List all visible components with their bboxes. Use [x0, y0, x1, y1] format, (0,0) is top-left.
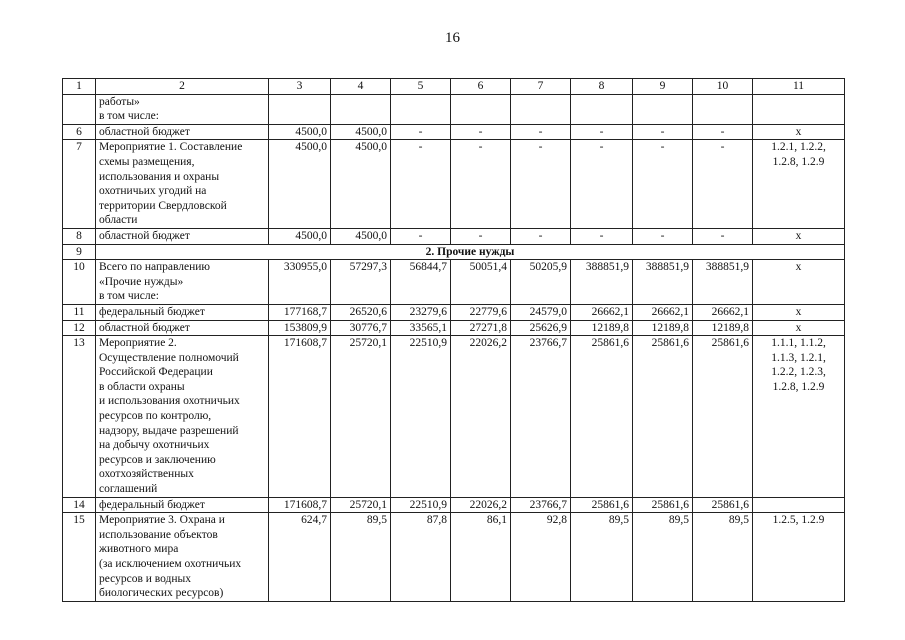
column-header-7: 7 — [511, 79, 571, 95]
column-header-6: 6 — [451, 79, 511, 95]
value-cell: - — [511, 140, 571, 229]
row-number: 13 — [63, 336, 96, 498]
table-row — [63, 244, 845, 260]
table-row — [63, 260, 845, 305]
value-cell: 22510,9 — [391, 336, 451, 498]
column-header-4: 4 — [331, 79, 391, 95]
value-cell — [451, 94, 511, 124]
value-cell: 4500,0 — [269, 140, 331, 229]
row-number: 8 — [63, 228, 96, 244]
value-cell: 22026,2 — [451, 336, 511, 498]
value-cell: 22510,9 — [391, 497, 451, 513]
value-cell: 25720,1 — [331, 497, 391, 513]
value-cell: 56844,7 — [391, 260, 451, 305]
value-cell: 25861,6 — [633, 336, 693, 498]
value-cell: - — [511, 228, 571, 244]
row-name: Мероприятие 1. Составление схемы размещения, использования и охраны охотничьих угодий на территории Свердловской области — [96, 140, 269, 229]
column-header-9: 9 — [633, 79, 693, 95]
reference-cell: х — [753, 228, 845, 244]
value-cell: 388851,9 — [571, 260, 633, 305]
table-row — [63, 140, 845, 229]
value-cell: - — [633, 228, 693, 244]
value-cell: 4500,0 — [269, 124, 331, 140]
value-cell: 25720,1 — [331, 336, 391, 498]
reference-cell — [753, 497, 845, 513]
value-cell: - — [571, 124, 633, 140]
value-cell: 171608,7 — [269, 336, 331, 498]
table-row — [63, 228, 845, 244]
value-cell: 23766,7 — [511, 336, 571, 498]
value-cell: 86,1 — [451, 513, 511, 602]
reference-cell: х — [753, 320, 845, 336]
value-cell: 388851,9 — [693, 260, 753, 305]
column-header-3: 3 — [269, 79, 331, 95]
row-number: 11 — [63, 304, 96, 320]
value-cell: 4500,0 — [331, 140, 391, 229]
value-cell: 89,5 — [571, 513, 633, 602]
value-cell: 89,5 — [331, 513, 391, 602]
value-cell: 624,7 — [269, 513, 331, 602]
table-row — [63, 124, 845, 140]
page-number: 16 — [445, 30, 460, 46]
reference-cell: х — [753, 260, 845, 305]
value-cell: 25861,6 — [693, 336, 753, 498]
value-cell: 26662,1 — [571, 304, 633, 320]
value-cell: 33565,1 — [391, 320, 451, 336]
value-cell — [331, 94, 391, 124]
reference-cell: 1.2.5, 1.2.9 — [753, 513, 845, 602]
value-cell — [693, 94, 753, 124]
row-number: 15 — [63, 513, 96, 602]
value-cell: - — [451, 124, 511, 140]
value-cell: 25861,6 — [633, 497, 693, 513]
value-cell: 25861,6 — [693, 497, 753, 513]
value-cell: 12189,8 — [633, 320, 693, 336]
value-cell — [511, 94, 571, 124]
value-cell: - — [633, 140, 693, 229]
value-cell: 388851,9 — [633, 260, 693, 305]
reference-cell: х — [753, 304, 845, 320]
value-cell: 25861,6 — [571, 336, 633, 498]
row-name: областной бюджет — [96, 228, 269, 244]
row-name: Всего по направлению «Прочие нужды» в том числе: — [96, 260, 269, 305]
value-cell: 57297,3 — [331, 260, 391, 305]
value-cell: 25626,9 — [511, 320, 571, 336]
value-cell: 50205,9 — [511, 260, 571, 305]
value-cell: - — [571, 228, 633, 244]
row-number: 10 — [63, 260, 96, 305]
reference-cell — [753, 94, 845, 124]
table-header — [63, 79, 845, 95]
value-cell: - — [391, 228, 451, 244]
value-cell: 23766,7 — [511, 497, 571, 513]
value-cell — [269, 94, 331, 124]
table-row — [63, 304, 845, 320]
value-cell: 177168,7 — [269, 304, 331, 320]
column-header-10: 10 — [693, 79, 753, 95]
value-cell: 12189,8 — [571, 320, 633, 336]
row-number: 7 — [63, 140, 96, 229]
value-cell: 89,5 — [633, 513, 693, 602]
table-row — [63, 513, 845, 602]
row-name: областной бюджет — [96, 124, 269, 140]
value-cell: 24579,0 — [511, 304, 571, 320]
row-name: федеральный бюджет — [96, 304, 269, 320]
value-cell: 4500,0 — [331, 228, 391, 244]
column-header-1: 1 — [63, 79, 96, 95]
value-cell: - — [571, 140, 633, 229]
header-row — [63, 79, 845, 95]
row-name: Мероприятие 2. Осуществление полномочий Российской Федерации в области охраны и использования охотничьих ресурсов по контролю, надзору, выдаче разрешений на добычу охотничьих ресурсов и заключению охотхозяйственных соглашений — [96, 336, 269, 498]
value-cell: - — [693, 228, 753, 244]
table-row — [63, 94, 845, 124]
row-name: Мероприятие 3. Охрана и использование объектов животного мира (за исключением охотничьих ресурсов и водных биологических ресурсов) — [96, 513, 269, 602]
value-cell: 4500,0 — [331, 124, 391, 140]
value-cell: 330955,0 — [269, 260, 331, 305]
value-cell: - — [693, 140, 753, 229]
value-cell: 26662,1 — [693, 304, 753, 320]
value-cell: 22026,2 — [451, 497, 511, 513]
row-number: 9 — [63, 244, 96, 260]
table-row — [63, 336, 845, 498]
reference-cell: х — [753, 124, 845, 140]
value-cell: 26520,6 — [331, 304, 391, 320]
row-name: работы» в том числе: — [96, 94, 269, 124]
table-body — [63, 94, 845, 601]
value-cell: - — [451, 228, 511, 244]
column-header-8: 8 — [571, 79, 633, 95]
value-cell: 25861,6 — [571, 497, 633, 513]
table-row — [63, 320, 845, 336]
value-cell: 153809,9 — [269, 320, 331, 336]
value-cell: 26662,1 — [633, 304, 693, 320]
column-header-5: 5 — [391, 79, 451, 95]
value-cell: 4500,0 — [269, 228, 331, 244]
row-number: 12 — [63, 320, 96, 336]
row-name: федеральный бюджет — [96, 497, 269, 513]
value-cell — [391, 94, 451, 124]
value-cell — [633, 94, 693, 124]
value-cell: - — [391, 140, 451, 229]
value-cell: 87,8 — [391, 513, 451, 602]
value-cell: 92,8 — [511, 513, 571, 602]
value-cell: 23279,6 — [391, 304, 451, 320]
table-row — [63, 497, 845, 513]
value-cell: 27271,8 — [451, 320, 511, 336]
reference-cell: 1.2.1, 1.2.2, 1.2.8, 1.2.9 — [753, 140, 845, 229]
reference-cell: 1.1.1, 1.1.2, 1.1.3, 1.2.1, 1.2.2, 1.2.3, 1.2.8, 1.2.9 — [753, 336, 845, 498]
row-number: 14 — [63, 497, 96, 513]
section-title: 2. Прочие нужды — [96, 244, 845, 260]
value-cell — [571, 94, 633, 124]
value-cell: - — [451, 140, 511, 229]
budget-table — [62, 78, 845, 602]
value-cell: - — [693, 124, 753, 140]
value-cell: - — [391, 124, 451, 140]
value-cell: 50051,4 — [451, 260, 511, 305]
row-number: 6 — [63, 124, 96, 140]
value-cell: 30776,7 — [331, 320, 391, 336]
column-header-11: 11 — [753, 79, 845, 95]
column-header-2: 2 — [96, 79, 269, 95]
value-cell: 171608,7 — [269, 497, 331, 513]
row-number — [63, 94, 96, 124]
row-name: областной бюджет — [96, 320, 269, 336]
value-cell: 22779,6 — [451, 304, 511, 320]
value-cell: 12189,8 — [693, 320, 753, 336]
value-cell: - — [511, 124, 571, 140]
value-cell: - — [633, 124, 693, 140]
value-cell: 89,5 — [693, 513, 753, 602]
